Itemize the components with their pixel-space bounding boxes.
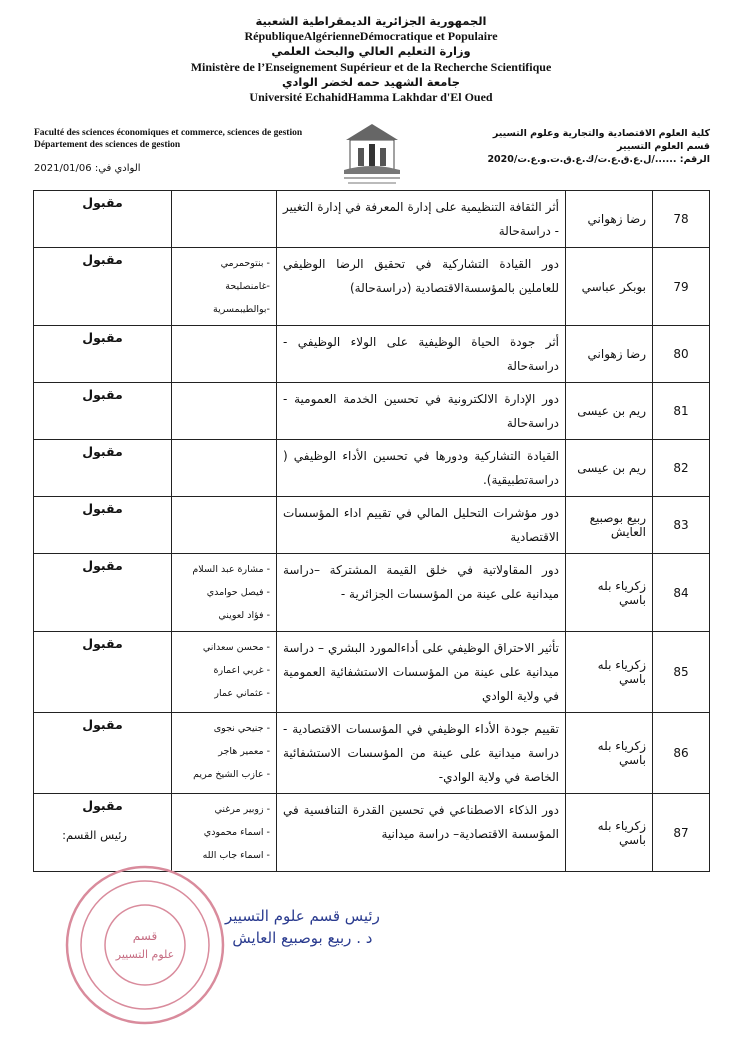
status-cell: مقبول (34, 554, 172, 632)
faculty-block-fr (34, 127, 302, 151)
student-name: رضا زهواني (566, 191, 653, 248)
row-number: 87 (653, 794, 710, 872)
row-number: 79 (653, 248, 710, 326)
supervisors-cell (172, 191, 277, 248)
reference-number: الرقم: ....../ل.ع.ق.ع.ت/ك.ع.ق.ت.و.ع.ت/2020 (487, 154, 710, 165)
thesis-title: أثر جودة الحياة الوظيفية على الولاء الوظيفي - دراسةحالة (277, 326, 566, 383)
table-row (34, 713, 710, 794)
status-cell: مقبول (34, 191, 172, 248)
student-name: زكرياء بله باسي (566, 713, 653, 794)
faculty-name-ar: كلية العلوم الاقتصادية والتجارية وعلوم التسيير (492, 128, 710, 139)
status-cell: مقبول (34, 497, 172, 554)
topics-table-body (34, 191, 710, 872)
supervisor-name: - غربي اعمارة (213, 665, 270, 676)
student-name: رضا زهواني (566, 326, 653, 383)
row-number: 78 (653, 191, 710, 248)
table-row (34, 191, 710, 248)
signature-title: رئيس قسم علوم التسيير (225, 907, 380, 925)
row-number: 85 (653, 632, 710, 713)
supervisor-name: - معمير هاجر (218, 746, 270, 757)
supervisor-name: - محسن سعداني (202, 642, 270, 653)
student-name: زكرياء بله باسي (566, 632, 653, 713)
svg-text:علوم التسيير: علوم التسيير (115, 948, 175, 961)
thesis-title: تأثير الاحتراق الوظيفي على أداءالمورد البشري – دراسة ميدانية على عينة من المؤسسات الاستشفائية العمومية في ولاية الوادي (277, 632, 566, 713)
document-header (0, 14, 742, 105)
faculty-block-ar (487, 127, 710, 166)
row-number: 84 (653, 554, 710, 632)
status-cell: مقبول (34, 713, 172, 794)
supervisor-name: - فيصل حوامدي (206, 587, 270, 598)
table-row (34, 383, 710, 440)
republic-fr: RépubliqueAlgérienneDémocratique et Populaire (244, 29, 498, 44)
thesis-title: القيادة التشاركية ودورها في تحسين الأداء الوظيفي ( دراسةتطبيقية). (277, 440, 566, 497)
supervisors-cell (172, 440, 277, 497)
supervisor-name: - جنيحي نجوى (213, 723, 270, 734)
supervisor-name: -غامنصليحة (225, 281, 270, 292)
status-cell: مقبول (34, 326, 172, 383)
status-cell: مقبول (34, 794, 172, 872)
faculty-name-fr: Faculté des sciences économiques et commerce, sciences de gestion (34, 128, 303, 138)
university-ar: جامعة الشهيد حمه لخضر الوادي (281, 74, 460, 89)
supervisors-cell (172, 554, 277, 632)
university-logo (336, 118, 408, 188)
student-name: ربيع بوصبيع العايش (566, 497, 653, 554)
row-number: 86 (653, 713, 710, 794)
thesis-title: دور المقاولاتية في خلق القيمة المشتركة –دراسة ميدانية على عينة من المؤسسات الجزائرية - (277, 554, 566, 632)
table-row (34, 440, 710, 497)
supervisors-cell (172, 248, 277, 326)
supervisor-name: - مشارة عبد السلام (192, 564, 270, 575)
supervisor-name: - زوبير مرغني (214, 804, 270, 815)
university-fr: Université EchahidHamma Lakhdar d'El Oued (249, 90, 493, 105)
document-date: الوادي في: 2021/01/06 (34, 163, 141, 174)
table-row (34, 554, 710, 632)
supervisors-cell (172, 383, 277, 440)
supervisor-name: - عثماني عمار (214, 688, 270, 699)
row-number: 82 (653, 440, 710, 497)
supervisor-name: - اسماء جاب الله (202, 850, 270, 861)
svg-text:قسم: قسم (132, 929, 158, 943)
supervisor-name: - اسماء محمودي (203, 827, 270, 838)
row-number: 81 (653, 383, 710, 440)
thesis-title: تقييم جودة الأداء الوظيفي في المؤسسات الاقتصادية - دراسة ميدانية على عينة من المؤسسات الاستشفائية الخاصة في ولاية الوادي- (277, 713, 566, 794)
row-number: 80 (653, 326, 710, 383)
supervisors-cell (172, 632, 277, 713)
signature-block (225, 905, 380, 949)
thesis-title: أثر الثقافة التنظيمية على إدارة المعرفة في إدارة التغيير - دراسةحالة (277, 191, 566, 248)
status-cell: مقبول (34, 383, 172, 440)
republic-ar: الجمهورية الجزائرية الديمقراطية الشعبية (255, 14, 487, 28)
table-row (34, 497, 710, 554)
thesis-title: دور الإدارة الالكترونية في تحسين الخدمة العمومية - دراسةحالة (277, 383, 566, 440)
supervisors-cell (172, 326, 277, 383)
head-of-department-label: رئيس القسم: (62, 828, 127, 842)
department-stamp (60, 860, 230, 1030)
ministry-fr: Ministère de l’Enseignement Supérieur et de la Recherche Scientifique (190, 59, 552, 74)
student-name: زكرياء بله باسي (566, 554, 653, 632)
student-name: ريم بن عيسى (566, 383, 653, 440)
thesis-title: دور الذكاء الاصطناعي في تحسين القدرة التنافسية في المؤسسة الاقتصادية– دراسة ميدانية (277, 794, 566, 872)
supervisor-name: - عازب الشيخ مريم (193, 769, 270, 780)
student-name: زكرياء بله باسي (566, 794, 653, 872)
status-cell: مقبول (34, 632, 172, 713)
topics-table (33, 190, 710, 872)
status-cell: مقبول (34, 440, 172, 497)
ministry-ar: وزارة التعليم العالي والبحث العلمي (271, 44, 471, 59)
supervisor-name: - فؤاد لعويني (218, 610, 270, 621)
student-name: ريم بن عيسى (566, 440, 653, 497)
supervisors-cell (172, 713, 277, 794)
department-name-fr: Département des sciences de gestion (34, 140, 181, 150)
supervisors-cell (172, 497, 277, 554)
row-number: 83 (653, 497, 710, 554)
status-cell: مقبول (34, 248, 172, 326)
department-name-ar: قسم العلوم التسيير (617, 141, 710, 152)
student-name: بوبكر عباسي (566, 248, 653, 326)
signature-name: د . ربيع بوصبيع العايش (232, 929, 373, 947)
table-row (34, 326, 710, 383)
table-row (34, 248, 710, 326)
thesis-title: دور القيادة التشاركية في تحقيق الرضا الوظيفي للعاملين بالمؤسسةالاقتصادية (دراسةحالة) (277, 248, 566, 326)
table-row (34, 632, 710, 713)
supervisor-name: -بوالطيبمسرية (213, 304, 270, 315)
thesis-title: دور مؤشرات التحليل المالي في تقييم اداء المؤسسات الاقتصادية (277, 497, 566, 554)
supervisor-name: - بنتوحمرمي (220, 258, 270, 269)
